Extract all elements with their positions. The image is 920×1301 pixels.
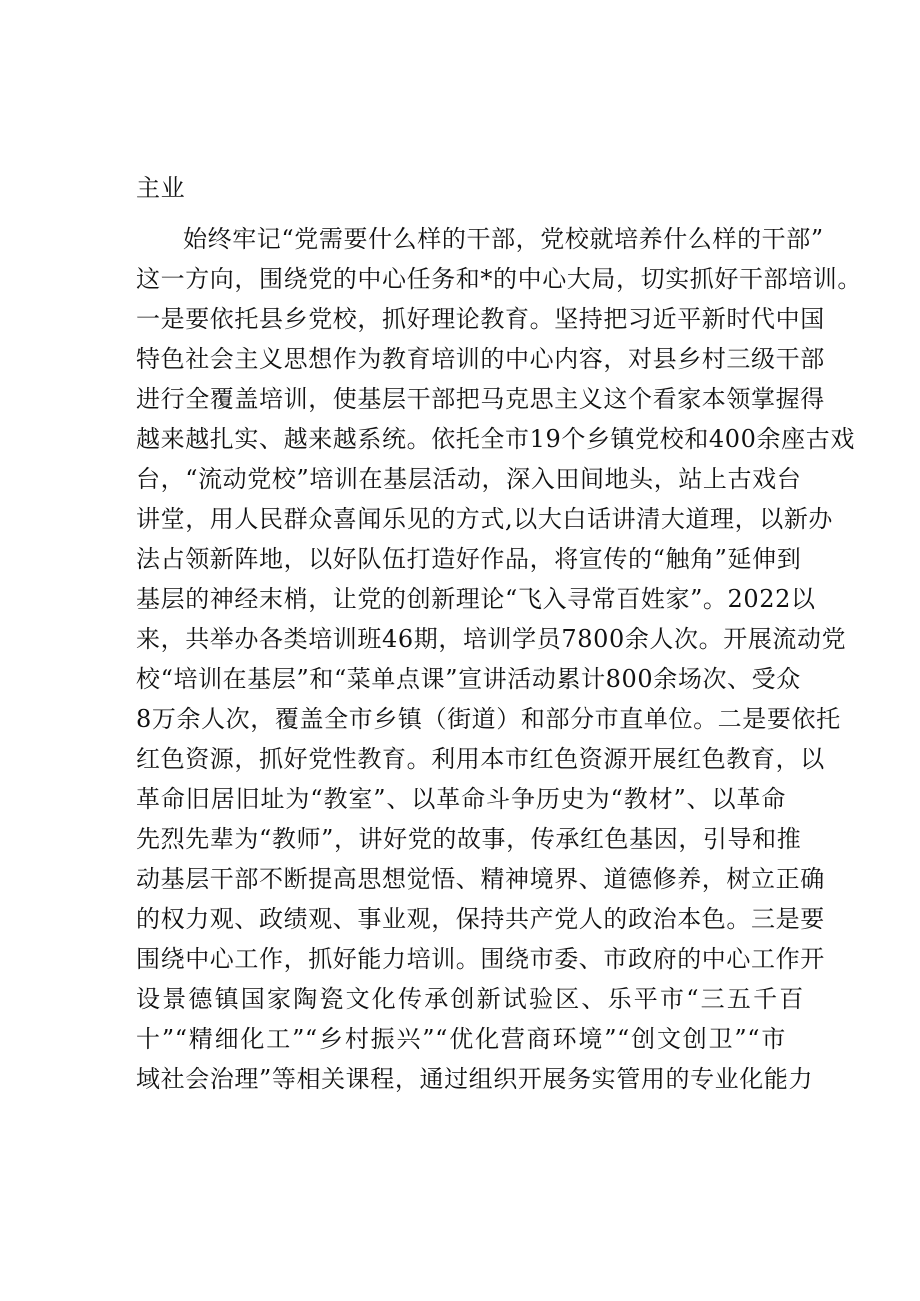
paragraph-line: 域社会治理”等相关课程，通过组织开展务实管用的专业化能力 bbox=[136, 1065, 814, 1093]
paragraph-line: 的权力观、政绩观、事业观，保持共产党人的政治本色。三是要 bbox=[136, 905, 825, 933]
paragraph-line: 台，“流动党校”培训在基层活动，深入田间地头，站上古戏台 bbox=[136, 465, 802, 493]
paragraph-line: 特色社会主义思想作为教育培训的中心内容，对县乡村三级干部 bbox=[136, 345, 825, 373]
paragraph-line: 进行全覆盖培训，使基层干部把马克思主义这个看家本领掌握得 bbox=[136, 385, 825, 413]
paragraph-line: 来，共举办各类培训班46期，培训学员7800余人次。开展流动党 bbox=[136, 625, 847, 653]
paragraph-line: 始终牢记“党需要什么样的干部，党校就培养什么样的干部” bbox=[183, 225, 824, 253]
paragraph-line: 一是要依托县乡党校，抓好理论教育。坚持把习近平新时代中国 bbox=[136, 305, 825, 333]
section-heading-fragment: 主业 bbox=[136, 174, 186, 202]
paragraph-line: 设景德镇国家陶瓷文化传承创新试验区、乐平市“三五千百 bbox=[136, 985, 806, 1013]
paragraph-line: 法占领新阵地，以好队伍打造好作品，将宣传的“触角”延伸到 bbox=[136, 545, 802, 573]
paragraph-line: 革命旧居旧址为“教室”、以革命斗争历史为“教材”、以革命 bbox=[136, 785, 786, 813]
paragraph-line: 十”“精细化工”“乡村振兴”“优化营商环境”“创文创卫”“市 bbox=[136, 1025, 786, 1053]
paragraph-line: 8万余人次，覆盖全市乡镇（街道）和部分市直单位。二是要依托 bbox=[136, 705, 841, 733]
paragraph-line: 红色资源，抓好党性教育。利用本市红色资源开展红色教育，以 bbox=[136, 745, 825, 773]
paragraph-line: 讲堂，用人民群众喜闻乐见的方式,以大白话讲清大道理，以新办 bbox=[136, 505, 834, 533]
paragraph-line: 围绕中心工作，抓好能力培训。围绕市委、市政府的中心工作开 bbox=[136, 945, 825, 973]
paragraph-line: 这一方向，围绕党的中心任务和*的中心大局，切实抓好干部培训。 bbox=[136, 265, 862, 293]
paragraph-line: 先烈先辈为“教师”，讲好党的故事，传承红色基因，引导和推 bbox=[136, 825, 802, 853]
paragraph-line: 基层的神经末梢，让党的创新理论“飞入寻常百姓家”。2022以 bbox=[136, 585, 816, 613]
paragraph-line: 动基层干部不断提高思想觉悟、精神境界、道德修养，树立正确 bbox=[136, 865, 825, 893]
paragraph-line: 校“培训在基层”和“菜单点课”宣讲活动累计800余场次、受众 bbox=[136, 665, 801, 693]
paragraph-line: 越来越扎实、越来越系统。依托全市19个乡镇党校和400余座古戏 bbox=[136, 425, 855, 453]
